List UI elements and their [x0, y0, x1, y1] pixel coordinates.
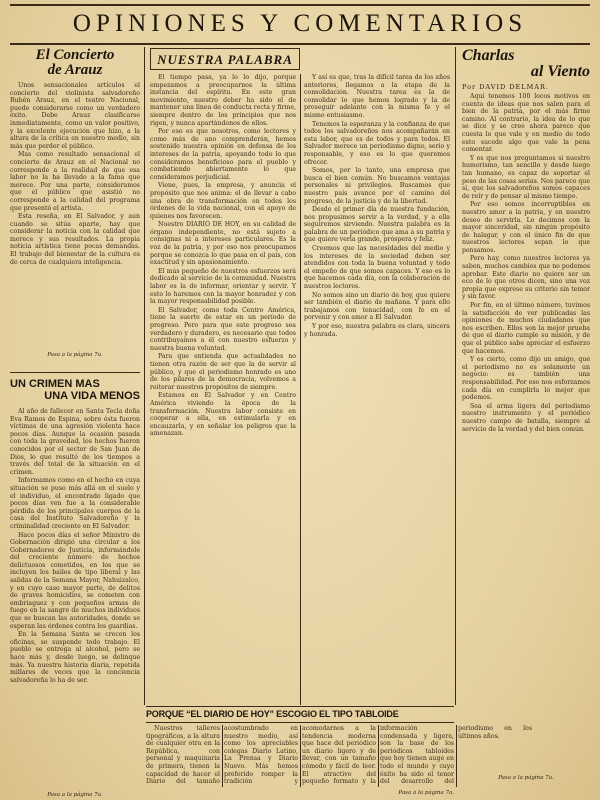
crime-body-paragraph: Hace pocos días el señor Ministro de Gobernación dirigió una circular a los Gobernadores de Justicia, informándole del creciente número de hechos delictuosos cometidos, en los que se incluyen los bailes de tipo liberal y las salidas de la Semana Mayor, Nahuizalco, y en cuyo caso mayor parte, de delitos de graves homicidios, se cometen con embriaguez y con pequeños armas de fuego en la sangre de muchos individuos que se buscan las autoridades, donde se esperan las órdenes contra los guardias.: [10, 531, 140, 630]
column-divider-center: [455, 47, 456, 705]
center-paragraph: Y por eso, nuestra palabra es clara, sincera y honrada.: [304, 323, 450, 338]
charlas-paragraph: Y es que nos preguntamos si nuestro humorismo, tan sencillo y desde luego tan humano, es capaz de soportar el peso de las cosas serias. Nos parece que sí, que los salvadoreños somos capaces de reír y de pensar al mismo tiempo.: [462, 154, 590, 200]
charlas-title-line2: al Viento: [530, 63, 590, 80]
charlas-paragraph: Por fin, en el último número, tuvimos la satisfacción de ver publicadas las opiniones de muchos ciudadanos que nos escriben. Ellos son la mejor prueba de que el diario cumple su misión, y de que el público sabe apreciar el esfuerzo que hacemos.: [462, 302, 590, 355]
center-paragraph: Por eso es que nosotros, como lectores y como más de uno comprenderán, hemos sostenido nuestra opinión en defensa de los intereses de la patria, apoyando todo lo que consideramos beneficioso para el pueblo y combatiendo abiertamente lo que consideramos perjudicial.: [150, 128, 296, 181]
center-paragraph: Estamos en El Salvador y en Centro América viviendo la época de la transformación. Nuestra labor consiste en cooperar a ella, en estimularla y en encauzarla, y en señalar los peligros que la amenazan.: [150, 392, 296, 438]
center-body-left: [150, 74, 296, 704]
charlas-title: [462, 48, 590, 80]
charlas-paragraph: Sea el arma ligera del periodismo nuestro instrumento y el periódico nuestro campo de batalla, siempre al servicio de la verdad y del bien común.: [462, 402, 590, 433]
bottom-article-title: PORQUE “EL DIARIO DE HOY” ESCOGIO EL TIPO TABLOIDE: [146, 709, 399, 719]
bottom-paragraph: Nuestros talleres tipográficos, a la altura de cualquier otra en la República, con personal y maquinaria de primera, tienen la capacidad de hacer el Diario del tamaño acostumbrado en nuestro medio, así como los apreciables colegas Diario Latino, La Prensa y Diario Nuevo. Más hemos preferido romper la tradición y acomodarnos a la tendencia moderna que hace del periódico un diario ligero y de llevar, con un tamaño cómodo y fácil de leer. El atractivo del pequeño formato y la información condensada y ligera, son la base de los periódicos tabloides que hoy tienen auge en todo el mundo y cuyo éxito ha sido el tenor del desarrollo del periodismo en los últimos años.: [146, 725, 532, 786]
charlas-title-line1: Charlas: [462, 47, 515, 64]
charlas-byline: Por DAVID DELMAR.: [462, 83, 549, 91]
center-column: [150, 48, 450, 706]
nuestra-palabra-header: [150, 48, 300, 70]
center-paragraph: Para que entienda que actualidades no tienen otra razón de ser que la de servir al público, y que el periodismo honrado es uno de los pilares de la democracia, volvemos a reiterar nuestros propósitos de siempre.: [150, 353, 296, 391]
crime-title-line1: UN CRIMEN MAS: [10, 378, 100, 390]
left-body-paragraph: Unos sensacionales artículos el concierto del violinista salvadoreño Rubén Arauz, en el teatro Nacional, puede considerarse como un verdadero éxito. Debe Arauz clasificarse inmediatamente, como un valor positivo, y la excelente ejecución que hizo, a la altura de la crítica en nuestro medio, sin más que perder el público.: [10, 82, 140, 150]
left-column: [10, 48, 140, 800]
left-box-rule-top: [10, 372, 140, 373]
crime-title-line2: UNA VIDA MENOS: [44, 390, 140, 402]
center-paragraph: El Salvador, como toda Centro América, tiene la suerte de estar en un período de progreso. Pero para que este progreso sea verdadero y duradero, es necesario que todos contribuyamos a él con nuestro esfuerzo y nuestra buena voluntad.: [150, 306, 296, 352]
left-body-paragraph: Esta reseña, en El Salvador, y aun cuando se sitúa aparte, hay que considerar la noticia con la calidad que merece y sus resultados. La propia noticia artística tiene pocas demandas. El trabajo del bienestar de la cultura es de cerca de cualquiera inteligencia.: [10, 213, 140, 266]
center-paragraph: Y así es que, tras la difícil tarea de los años anteriores, llegamos a la etapa de la consolidación. Nuestra tarea es la de consolidar lo que hemos logrado y la de proseguir adelante con la misma fe y el mismo entusiasmo.: [304, 74, 450, 119]
left-article-title: [10, 48, 140, 78]
left-article: [10, 48, 140, 368]
charlas-paragraph: Aquí tenemos 100 locos motivos en cuenta de ideas que nos salen para el bien de la patria, por el más firme camino. Al contrario, la idea de lo que se dice y se cree ahora parece que cuesta lo que vale y en medio de todo esto sucede algo que vale la pena comentar.: [462, 93, 590, 154]
left-title-line2: de Arauz: [47, 62, 103, 78]
center-paragraph: El más pequeño de nuestros esfuerzos será dedicado al servicio de la comunidad. Nuestra labor es la de informar, orientar y servir. Y esto lo haremos con la mayor honradez y con la mayor responsabilidad posible.: [150, 267, 296, 306]
bottom-title-rule: [146, 722, 454, 723]
center-paragraph: Creemos que las necesidades del medio y los intereses de la sociedad deben ser atendidos con toda la buena voluntad y todo el empeño de que somos capaces. Y eso es lo que hacemos cada día, con la colaboración de nuestros lectores.: [304, 245, 450, 291]
left-body-paragraph: Mas como resultado sensacional el concierto de Arauz en el Nacional no corresponde a la realidad de que esa labor no la ha llevado a la fama que merece. Por una parte, consideramos que el público que asistió no corresponde a la calidad del programa que presentó el artista.: [10, 151, 140, 212]
crime-article-body: [10, 408, 140, 788]
masthead-rule: [10, 43, 590, 45]
charlas-paragraph: Por eso somos incorruptibles en nuestro amor a la patria, y en nuestro deseo de servirla. Lo decimos con la mayor sinceridad, sin ningún propósito de halagar, y con el único fin de que nuestros lectores sepan lo que pensamos.: [462, 201, 590, 254]
left-article-body: [10, 82, 140, 350]
right-column: [462, 48, 590, 793]
center-paragraph: Tenemos la esperanza y la confianza de que todos los salvadoreños nos acompañarán en esta labor, que es de todos y para todos. El Salvador merece un periodismo digno, serio y responsable, y eso es lo que queremos ofrecer.: [304, 120, 450, 166]
center-paragraph: El tiempo pasa, ya lo lo dijo, porque empezamos a preocuparnos la última instancia del espíritu. En este gran movimiento, nuestro deber ha sido el de mantener una línea de conducta recta y firme, siempre dentro de los principios que nos rigen, y nunca apartándonos de ellos.: [150, 74, 296, 127]
charlas-body: [462, 93, 590, 773]
charlas-continuation-note: Pasa a la página 7a.: [498, 775, 554, 781]
center-paragraph: Somos, por lo tanto, una empresa que busca el bien común. No buscamos ventajas personales ni privilegios. Buscamos que nuestro país avance por el camino del progreso, de la justicia y de la libertad.: [304, 167, 450, 205]
bottom-continuation-note: Pasa a la página 7a.: [398, 790, 454, 796]
nuestra-palabra-title: NUESTRA PALABRA: [157, 52, 293, 67]
bottom-article-rule-top: [146, 706, 454, 707]
left-title-line1: El Concierto: [35, 47, 115, 63]
masthead: OPINIONES Y COMENTARIOS: [72, 10, 528, 37]
crime-body-paragraph: Informamos como en el hecho en cuya situación se puso más allá en el suelo y el individuo, el encontrado ligado que pocos días ven fue a la considerable pérdida de los principales cuerpos de la casa del Instituto Salvadoreño y la criminalidad creciente en El Salvador.: [10, 477, 140, 530]
center-paragraph: No somos sino un diario de hoy, que quiere ser también el diario de mañana. Y para ello trabajamos con tenacidad, con fe en el porvenir y con amor a El Salvador.: [304, 291, 450, 322]
center-paragraph: Viene, pues, la empresa, y anuncia el propósito que nos anima: el de llevar a cabo una obra de transformación en todos los órdenes de la vida nacional, con el apoyo de quienes nos favorecen.: [150, 182, 296, 220]
crime-continuation-note: Pasa a la página 7a.: [47, 792, 103, 798]
charlas-paragraph: Y es cierto, como dijo un amigo, que el periodismo no es solamente un negocio: es también una responsabilidad. Por eso nos esforzamos cada día en cumplirla lo mejor que podemos.: [462, 356, 590, 402]
left-continuation-note: Pasa a la página 7a.: [47, 352, 103, 358]
crime-body-paragraph: Al año de fallecer en Santa Tecla doña Eva Ramos de Espina, sobre ésta fueron víctimas de una agresión violenta hace pocos días. Aunque la ocasión pasada con toda la gravedad, los hechos fueron conocidos por el sector de San Juan de Dios, lo que resultó de los tiempos a través del total de la situación en el crimen.: [10, 408, 140, 476]
crime-box-title: [10, 378, 140, 402]
crime-body-paragraph: En la Semana Santa se crecen los oficinas, se suspende todo trabajo. El pueblo se entrega al alcohol, pero se hace más y, desde luego, se delinque más. Ya nuestra historia diaria, repetida millares de veces que la conciencia salvadoreña lo ha de ser.: [10, 631, 140, 684]
center-body-right: [304, 74, 450, 704]
bottom-article: [146, 708, 532, 796]
center-paragraph: Desde el primer día de nuestra fundación, nos propusimos servir a la verdad, y a ella seguiremos sirviendo. Nuestra palabra es la palabra de un periódico que ama a su patria y que quiere verla grande, próspera y feliz.: [304, 206, 450, 244]
charlas-paragraph: Pero hay, como nuestros lectores ya saben, muchos cambios que no podemos aprobar. Este diario no quiere ser un eco de lo que otros dicen, sino una voz propia que exprese su criterio sin temor y sin favor.: [462, 255, 590, 301]
center-paragraph: Nuestro DIARIO DE HOY, en su calidad de órgano independiente, no está sujeto a consignas ni a intereses particulares. Es la voz de la patria, y por eso nos preocupamos porque se conozca lo que pasa en el país, con exactitud y sin apasionamiento.: [150, 221, 296, 267]
column-divider-left: [144, 47, 145, 705]
